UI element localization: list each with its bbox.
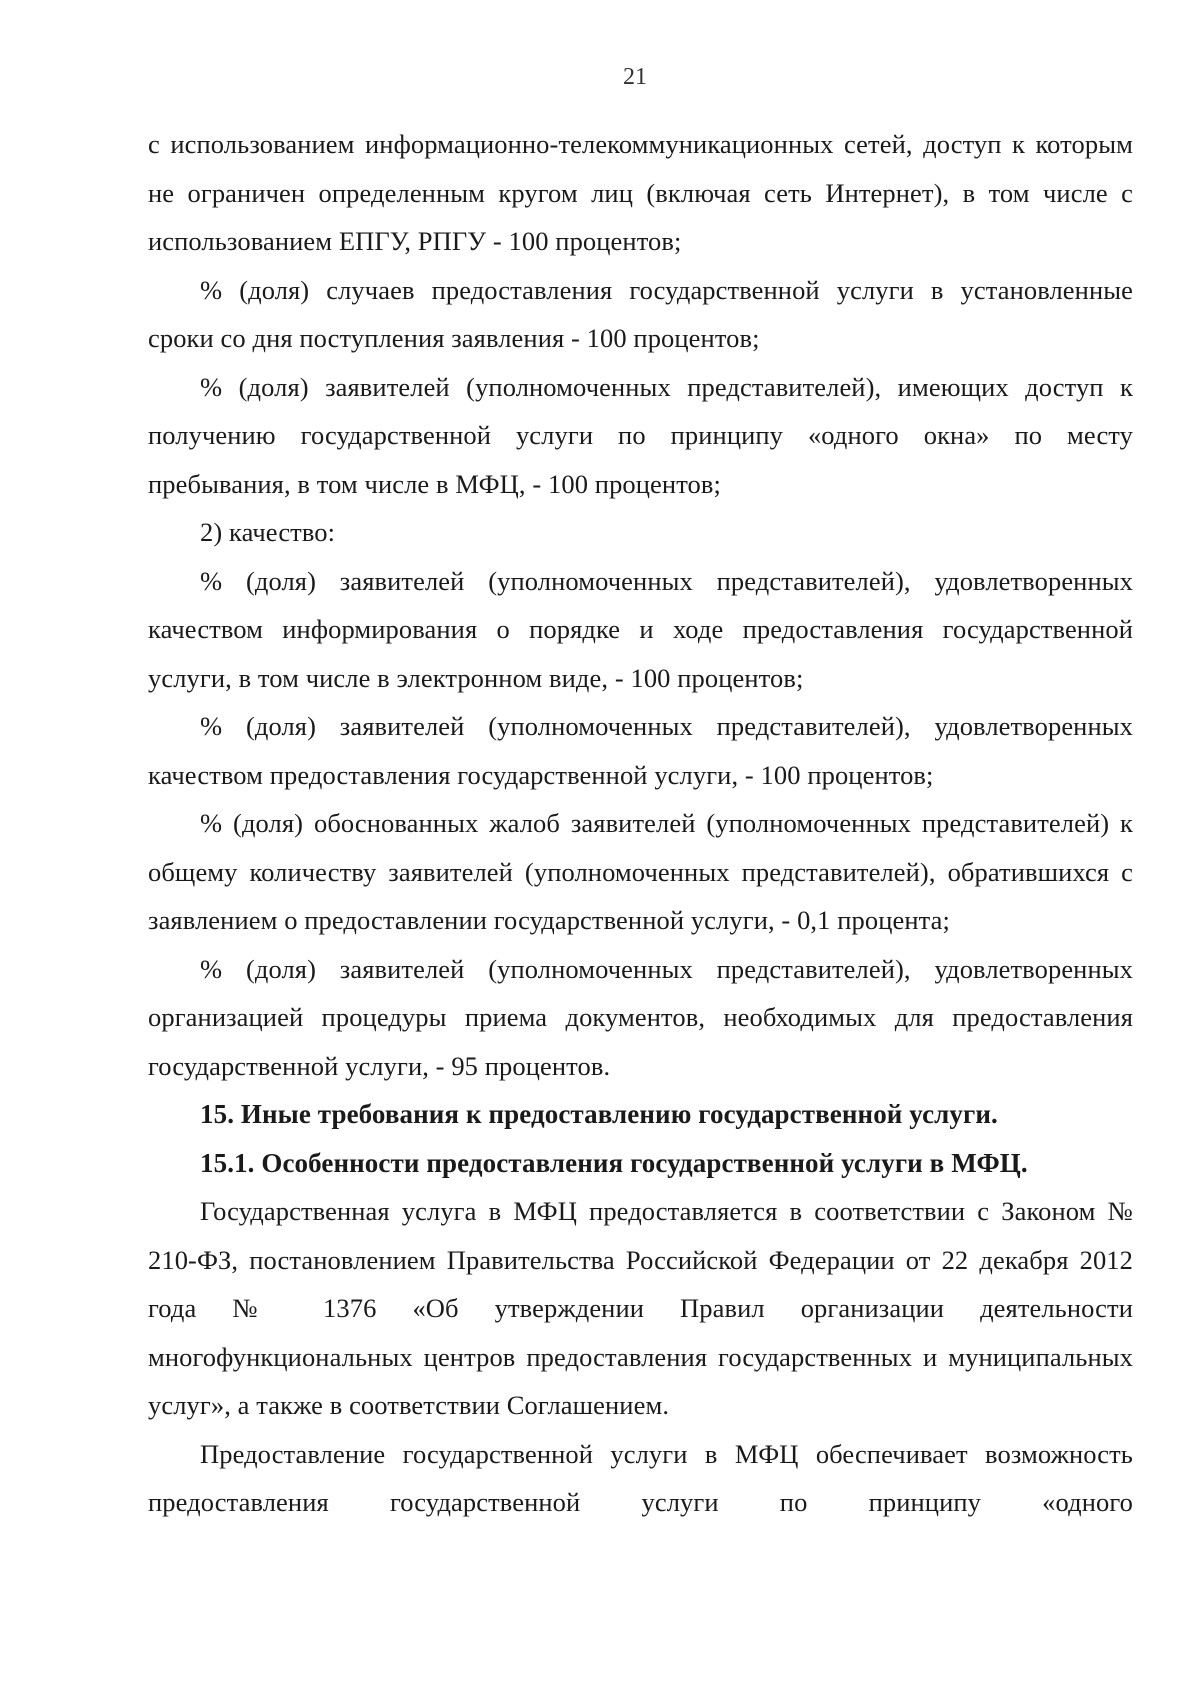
paragraph-informing-satisfaction: % (доля) заявителей (уполномоченных представителей), удовлетворенных качеством информирования о порядке и ходе предоставления государственной услуги, в том числе в электронном виде, - 100 процентов; [148,565,1133,693]
paragraph-service-satisfaction: % (доля) заявителей (уполномоченных представителей), удовлетворенных качеством предоставления государственной услуги, - 100 процентов; [148,711,1133,790]
section-heading-15-1: 15.1. Особенности предоставления государственной услуги в МФЦ. [200,1147,1028,1178]
section-heading-15: 15. Иные требования к предоставлению государственной услуги. [200,1099,998,1129]
paragraph-deadline-share: % (доля) случаев предоставления государственной услуги в установленные сроки со дня поступления заявления - 100 процентов; [148,274,1133,353]
paragraph-one-window-share: % (доля) заявителей (уполномоченных представителей), имеющих доступ к получению государственной услуги по принципу «одного окна» по месту пребывания, в том числе в МФЦ, - 100 процентов; [148,371,1133,499]
paragraph-complaints-share: % (доля) обоснованных жалоб заявителей (уполномоченных представителей) к общему количеству заявителей (уполномоченных представителей), обратившихся с заявлением о предоставлении государственной услуги, - 0,1 процента; [148,808,1133,935]
paragraph-internet-access: с использованием информационно-телекоммуникационных сетей, доступ к которым не ограничен определенным кругом лиц (включая сеть Интернет), в том числе с использованием ЕПГУ, РПГУ - 100 процентов; [148,129,1133,256]
page-number: 21 [623,64,647,90]
paragraph-reception-satisfaction: % (доля) заявителей (уполномоченных представителей), удовлетворенных организацией процедуры приема документов, необходимых для предоставления государственной услуги, - 95 процентов. [148,953,1133,1081]
paragraph-mfc-one-window: Предоставление государственной услуги в МФЦ обеспечивает возможность предоставления государственной услуги по принципу «одного [148,1438,1133,1517]
paragraph-quality-heading: 2) качество: [200,517,336,547]
document-body [148,120,1133,1527]
paragraph-mfc-legal-basis: Государственная услуга в МФЦ предоставляется в соответствии с Законом № 210-ФЗ, постановлением Правительства Российской Федерации от 22 декабря 2012 года № 1376 «Об утверждении Правил организации деятельности многофункциональных центров предоставления государственных и муниципальных услуг», а также в соответствии Соглашением. [148,1196,1133,1420]
